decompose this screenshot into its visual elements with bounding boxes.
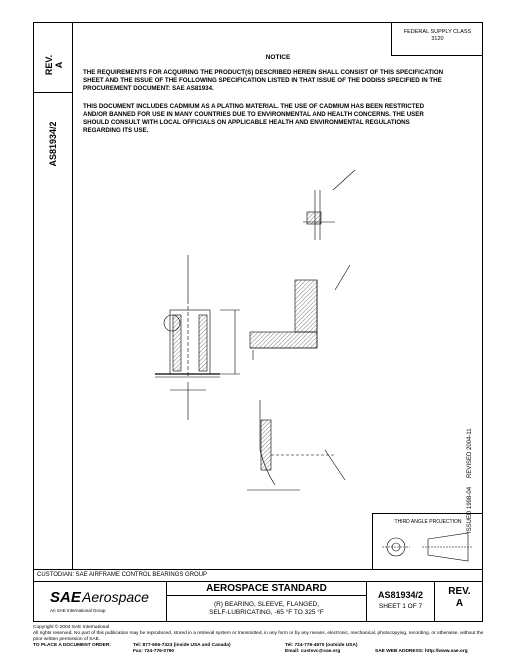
notice-paragraph-1: THE REQUIREMENTS FOR ACQUIRING THE PRODUCT(S) DESCRIBED HEREIN SHALL CONSIST OF THIS SPECIFICATION SHEET AND THE ISSUE OF THE FOLLOWING SPECIFICATION LISTED IN THAT ISSUE OF THE DODISS SPECIFIED IN THE PROCUREMENT DOCUMENT: SAE AS81934.: [83, 69, 444, 92]
footer-tel: Tel: 877-606-7323 (inside USA and Canada): [133, 643, 231, 648]
federal-supply-class-box: FEDERAL SUPPLY CLASS 3120: [391, 22, 483, 56]
standard-label: AEROSPACE STANDARD: [167, 582, 366, 596]
tb-doc-number: AS81934/2: [377, 590, 424, 600]
projection-symbol-icon: [378, 530, 478, 564]
sheet-number: SHEET 1 OF 7: [378, 603, 423, 610]
title-block: [33, 582, 483, 622]
footer-tel2: Tel: 724-776-4970 (outside USA): [285, 643, 358, 648]
footer-rights: All rights reserved. No part of this publication may be reproduced, stored in a retrieval system or transmitted, in any form or by any means, electronic, mechanical, photocopying, recording, or otherwise, without the prior written permission of SAE.: [33, 631, 484, 642]
third-angle-projection-box: [372, 513, 483, 570]
projection-label: THIRD ANGLE PROJECTION: [394, 519, 462, 525]
side-title-column: [33, 22, 73, 570]
issued-date: ISSUED 1998-04: [467, 486, 473, 533]
notice-paragraph-2: THIS DOCUMENT INCLUDES CADMIUM AS A PLATING MATERIAL. THE USE OF CADMIUM HAS BEEN RESTRICTED AND/OR BANNED FOR USE IN MANY COUNTRIES DUE TO ENVIRONMENTAL AND HEALTH CONCERNS. THE USER SHOULD CONSULT WITH LOCAL OFFICIALS ON APPLICABLE HEALTH AND ENVIRONMENTAL REGULATIONS REGARDING ITS USE.: [83, 103, 425, 134]
sae-logo: [34, 582, 167, 622]
logo-sae: SAE: [50, 589, 81, 606]
side-doc-number: AS81934/2: [48, 121, 58, 167]
notice-title: NOTICE: [265, 54, 291, 61]
title-line-1: (R) BEARING, SLEEVE, FLANGED,: [213, 601, 320, 608]
footer-copyright: Copyright © 2004 SAE International: [33, 625, 110, 630]
footer-fax: Fax: 724-776-0790: [133, 649, 175, 654]
bearing-drawing: [75, 150, 465, 510]
logo-aerospace: Aerospace: [82, 589, 149, 605]
footer-email: Email: custsvc@sae.org: [285, 649, 341, 654]
custodian-line: CUSTODIAN: SAE AIRFRAME CONTROL BEARINGS GROUP: [33, 570, 483, 582]
side-rev: REV. A: [44, 54, 64, 76]
logo-tagline: An SAE International Group: [50, 608, 106, 613]
title-block-docnum: [367, 582, 435, 622]
footer-web: SAE WEB ADDRESS: http://www.sae.org: [375, 649, 468, 654]
footer-order-label: TO PLACE A DOCUMENT ORDER:: [33, 643, 111, 648]
title-line-2: SELF-LUBRICATING, -65 °F TO 325 °F: [209, 609, 324, 616]
side-divider: [33, 92, 72, 93]
revised-date: REVISED 2004-11: [467, 428, 473, 478]
title-block-rev: REV. A: [448, 586, 471, 609]
title-block-middle: [167, 582, 367, 622]
